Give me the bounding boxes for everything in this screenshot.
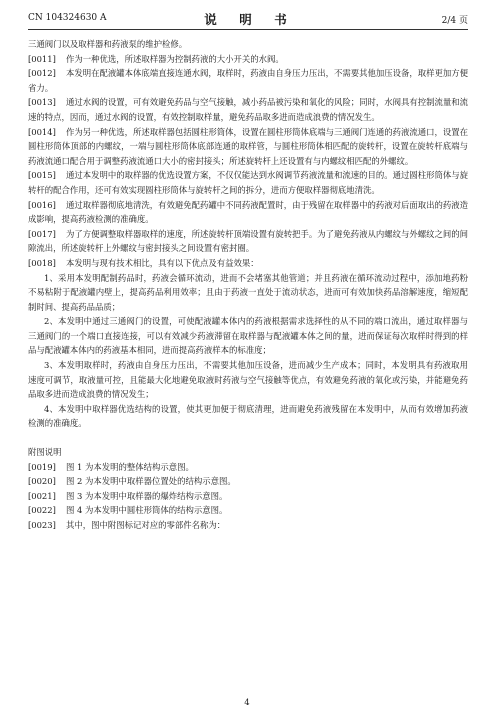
- paragraph-continued: 三通阀门以及取样器和药液泵的维护检修。: [28, 39, 188, 49]
- figure-description: [0020] 图 2 为本发明中取样器位置处的结构示意图。: [28, 474, 468, 489]
- doc-number: CN 104324630 A: [28, 13, 107, 23]
- paragraph-number: [0014]: [28, 126, 56, 137]
- paragraph-number: [0017]: [28, 228, 56, 239]
- figure-description: [0021] 图 3 为本发明中取样器的爆炸结构示意图。: [28, 489, 468, 504]
- paragraph: [0013] 通过水阀的设置，可有效避免药品与空气接触，减小药品被污染和氧化的风险；同时，水阀具有控制流量和流速的特点，因而，通过水阀的设置，有效控制取样量，避免药品取多进而造成浪费的情况发生。: [28, 97, 468, 122]
- advantage-item: 2、本发明中通过三通阀门的设置，可使配液罐本体内的药液根据需求选择性的从不同的端口流出，通过取样器与三通阀门的一个端口直接连接，可以有效减少药液滞留在取样器与配液罐本体之间的量，进而保证每次取样时得到的样品与配液罐本体内的药液基本相同，进而提高药液样本的标准度；: [28, 316, 468, 356]
- page-number: 4: [244, 698, 250, 708]
- doc-title: 说 明 书: [204, 12, 292, 27]
- header-rule: [28, 29, 468, 30]
- paragraph-number: [0013]: [28, 97, 56, 108]
- advantage-item: 4、本发明中取样器优选结构的设置，使其更加便于彻底清理，进而避免药液残留在本发明中，从而有效增加药液检测的准确度。: [28, 403, 468, 429]
- page-indicator: 2/4 页: [441, 16, 468, 26]
- paragraph-number: [0016]: [28, 199, 56, 210]
- paragraph: [0018] 本发明与现有技术相比，具有以下优点及有益效果：: [28, 256, 468, 271]
- paragraph: [0014] 作为另一种优选，所述取样器包括圆柱形筒体，设置在圆柱形筒体底端与三通阀门连通的药液流通口，设置在圆柱形筒体顶部的内螺纹，一端与圆柱形筒体底部连通的取样管，与圆柱形筒体相匹配的旋转杆，设置在旋转杆底端与药液流通口配合用于调整药液流通口大小的密封接头；所述旋转杆上还设置有与内螺纹相匹配的外螺纹。: [28, 126, 468, 166]
- figure-description: [0022] 图 4 为本发明中圆柱形筒体的结构示意图。: [28, 503, 468, 518]
- paragraph-number: [0015]: [28, 170, 56, 181]
- section-gap: [28, 431, 468, 445]
- advantage-item: 3、本发明取样时，药液由自身压力压出，不需要其他加压设备，进而减少生产成本；同时，本发明具有药液取用速度可调节，取液量可控，且能最大化地避免取液时药液与空气接触等优点，有效避免药液的氧化或污染，并能避免药品取多进而造成浪费的情况发生；: [28, 360, 468, 400]
- paragraph: [0015] 通过本发明中的取样器的优选设置方案，不仅仅能达到水阀调节药液流量和流速的目的。通过圆柱形筒体与旋转杆的配合作用，还可有效实现圆柱形筒体与旋转杆之间的拆分，进而方便取样器彻底地清洗。: [28, 170, 468, 195]
- paragraph-number: [0021]: [28, 490, 56, 501]
- paragraph-number: [0018]: [28, 257, 56, 268]
- figure-description: [0023] 其中，图中附图标记对应的零部件名称为：: [28, 518, 468, 533]
- section-heading: 附图说明: [28, 447, 62, 458]
- page-header: [28, 10, 468, 26]
- document-body: [28, 37, 468, 533]
- paragraph-number: [0012]: [28, 68, 56, 79]
- paragraph: [0011] 作为一种优选，所述取样器为控制药液的大小开关的水阀。: [28, 52, 468, 67]
- paragraph-number: [0020]: [28, 476, 56, 487]
- paragraph: [0012] 本发明在配液罐本体底端直接连通水阀，取样时，药液由自身压力压出，不需要其他加压设备，取样更加方便省力。: [28, 68, 468, 93]
- paragraph: [0017] 为了方便调整取样器取样的速度，所述旋转杆顶端设置有旋转把手。为了避免药液从内螺纹与外螺纹之间的间隙流出，所述旋转杆上外螺纹与密封接头之间设置有密封圈。: [28, 228, 468, 254]
- advantage-item: 1、采用本发明配制药品时，药液会循环流动，进而不会堵塞其他管道；并且药液在循环流动过程中，添加地药粉不易粘附于配液罐内壁上，提高药品利用效率；且由于药液一直处于流动状态，进而可有效加快药品溶解速度，缩短配制时间、提高药品品质；: [28, 272, 468, 312]
- paragraph-number: [0019]: [28, 461, 56, 472]
- paragraph-number: [0022]: [28, 505, 56, 516]
- paragraph: [0016] 通过取样器彻底地清洗，有效避免配药罐中不同药液配置时，由于残留在取样器中的药液对后面取出的药液造成影响，提高药液检测的准确度。: [28, 199, 468, 225]
- paragraph-number: [0011]: [28, 53, 56, 64]
- paragraph-number: [0023]: [28, 520, 56, 530]
- figure-description: [0019] 图 1 为本发明的整体结构示意图。: [28, 460, 468, 475]
